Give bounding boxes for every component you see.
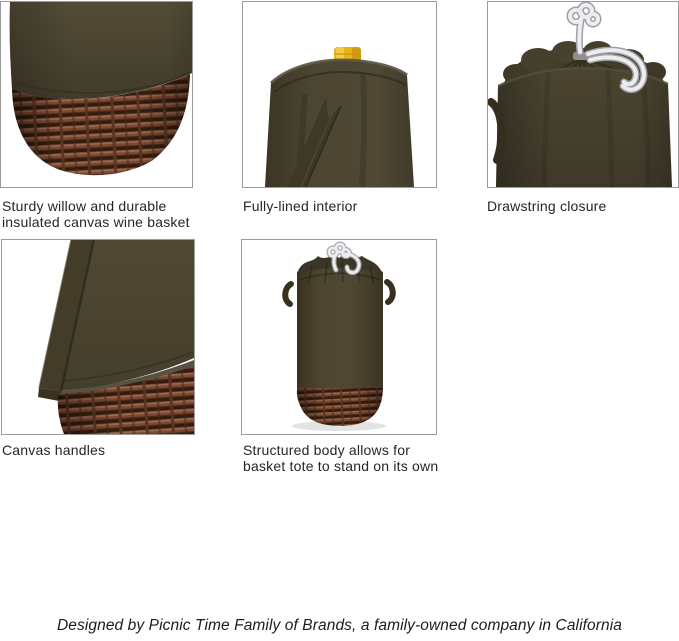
standing-tote-illustration — [242, 240, 436, 434]
brand-tagline: Designed by Picnic Time Family of Brands, a family-owned company in California — [56, 617, 623, 634]
willow-canvas-basket-illustration — [1, 2, 192, 187]
feature-caption-handles: Canvas handles — [2, 442, 106, 458]
canvas-body — [297, 265, 383, 389]
feature-caption-basket: Sturdy willow and durable insulated canvas wine basket — [2, 198, 190, 230]
photo-willow-canvas-basket — [0, 1, 193, 188]
photo-drawstring-closure — [487, 1, 679, 188]
feature-caption-interior: Fully-lined interior — [243, 198, 358, 214]
photo-canvas-handles — [1, 239, 195, 435]
feature-caption-structured: Structured body allows for basket tote to stand on its own — [243, 442, 439, 474]
lined-interior-illustration — [243, 2, 436, 187]
feature-caption-drawstring: Drawstring closure — [487, 198, 607, 214]
canvas-handle-illustration — [2, 240, 194, 434]
photo-standing-tote — [241, 239, 437, 435]
drawstring-closure-illustration — [488, 2, 678, 187]
photo-lined-interior — [242, 1, 437, 188]
